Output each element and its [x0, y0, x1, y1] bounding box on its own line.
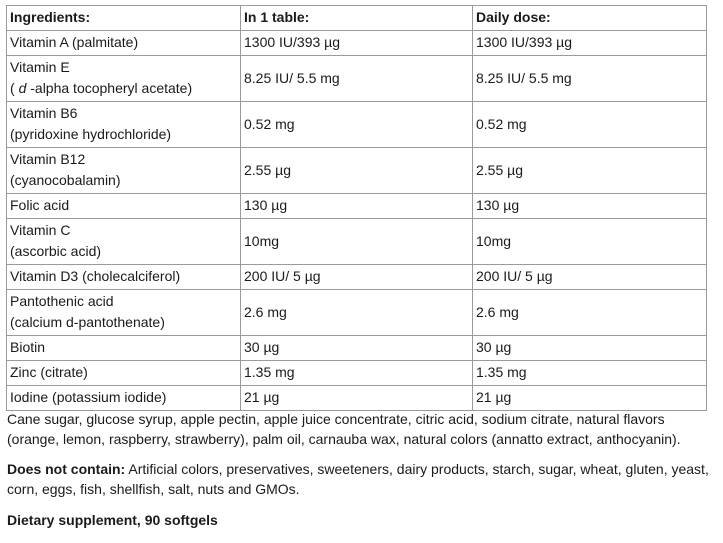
ingredient-name-cell — [7, 194, 241, 219]
ingredient-name-cell — [7, 265, 241, 290]
daily-dose-value-cell: 1300 IU/393 µg — [473, 31, 707, 56]
per-table-value-cell: 10mg — [241, 219, 473, 265]
per-table-value-cell: 8.25 IU/ 5.5 mg — [241, 56, 473, 102]
does-not-contain-text: Artificial colors, preservatives, sweeteners, dairy products, starch, sugar, wheat, gluten, yeast, corn, eggs, fish, shellfish, salt, nuts and GMOs. — [7, 461, 709, 497]
table-row — [7, 386, 707, 411]
ingredients-table — [6, 5, 707, 411]
per-table-value-cell: 2.55 µg — [241, 148, 473, 194]
daily-dose-value-cell: 130 µg — [473, 194, 707, 219]
table-row — [7, 31, 707, 56]
vitamin-e-rest: -alpha tocopheryl acetate) — [26, 80, 193, 96]
ingredient-name: Zinc (citrate) — [10, 364, 88, 380]
ingredient-subname — [10, 80, 192, 96]
per-table-value-cell: 0.52 mg — [241, 102, 473, 148]
ingredient-name-cell — [7, 219, 241, 265]
ingredient-name-cell — [7, 386, 241, 411]
ingredient-name: Vitamin E — [10, 59, 70, 75]
header-in-1-table: In 1 table: — [241, 6, 473, 31]
ingredient-name-cell — [7, 361, 241, 386]
dietary-supplement-label: Dietary supplement, 90 softgels — [7, 512, 218, 528]
table-header-row — [7, 6, 707, 31]
ingredient-name: Iodine (potassium iodide) — [10, 389, 167, 405]
ingredient-name: Vitamin B12 — [10, 151, 86, 167]
ingredient-subname: (cyanocobalamin) — [10, 172, 121, 188]
ingredient-name-cell — [7, 290, 241, 336]
per-table-value-cell: 21 µg — [241, 386, 473, 411]
daily-dose-value-cell: 21 µg — [473, 386, 707, 411]
ingredient-name: Pantothenic acid — [10, 293, 114, 309]
table-row — [7, 102, 707, 148]
ingredient-name-cell — [7, 336, 241, 361]
per-table-value-cell: 30 µg — [241, 336, 473, 361]
daily-dose-value-cell: 0.52 mg — [473, 102, 707, 148]
ingredient-name: Biotin — [10, 339, 46, 355]
vitamin-e-paren-open: ( — [10, 80, 19, 96]
table-row — [7, 290, 707, 336]
daily-dose-value-cell: 1.35 mg — [473, 361, 707, 386]
per-table-value-cell: 200 IU/ 5 µg — [241, 265, 473, 290]
ingredient-name: Vitamin C — [10, 222, 71, 238]
ingredients-text: Cane sugar, glucose syrup, apple pectin, apple juice concentrate, citric acid, sodium citrate, natural flavors (orange, lemon, raspberry, strawberry), palm oil, carnauba wax, natural colors (annatto extract, anthocyanin). — [7, 411, 681, 447]
ingredient-subname: (calcium d-pantothenate) — [10, 314, 165, 330]
table-row — [7, 219, 707, 265]
table-row — [7, 194, 707, 219]
daily-dose-value-cell: 10mg — [473, 219, 707, 265]
table-row — [7, 148, 707, 194]
table-row — [7, 265, 707, 290]
per-table-value-cell: 2.6 mg — [241, 290, 473, 336]
does-not-contain-paragraph — [7, 459, 713, 499]
ingredient-name: Vitamin D3 (cholecalciferol) — [10, 268, 181, 284]
daily-dose-value-cell: 200 IU/ 5 µg — [473, 265, 707, 290]
table-row — [7, 56, 707, 102]
ingredient-name: Folic acid — [10, 197, 70, 213]
daily-dose-value-cell: 2.55 µg — [473, 148, 707, 194]
ingredient-name-cell — [7, 148, 241, 194]
per-table-value-cell: 1300 IU/393 µg — [241, 31, 473, 56]
daily-dose-value-cell: 30 µg — [473, 336, 707, 361]
vitamin-e-d-prefix: d — [18, 80, 27, 96]
ingredient-subname: (ascorbic acid) — [10, 243, 102, 259]
table-body — [7, 31, 707, 411]
does-not-contain-label: Does not contain: — [7, 461, 126, 477]
daily-dose-value-cell: 8.25 IU/ 5.5 mg — [473, 56, 707, 102]
ingredient-subname: (pyridoxine hydrochloride) — [10, 126, 172, 142]
per-table-value-cell: 130 µg — [241, 194, 473, 219]
per-table-value-cell: 1.35 mg — [241, 361, 473, 386]
ingredient-name: Vitamin B6 — [10, 105, 78, 121]
table-row — [7, 361, 707, 386]
ingredient-name-cell — [7, 31, 241, 56]
header-ingredients: Ingredients: — [7, 6, 241, 31]
ingredient-name-cell — [7, 56, 241, 102]
header-daily-dose: Daily dose: — [473, 6, 707, 31]
ingredient-name-cell — [7, 102, 241, 148]
table-row — [7, 336, 707, 361]
daily-dose-value-cell: 2.6 mg — [473, 290, 707, 336]
ingredient-name: Vitamin A (palmitate) — [10, 34, 139, 50]
